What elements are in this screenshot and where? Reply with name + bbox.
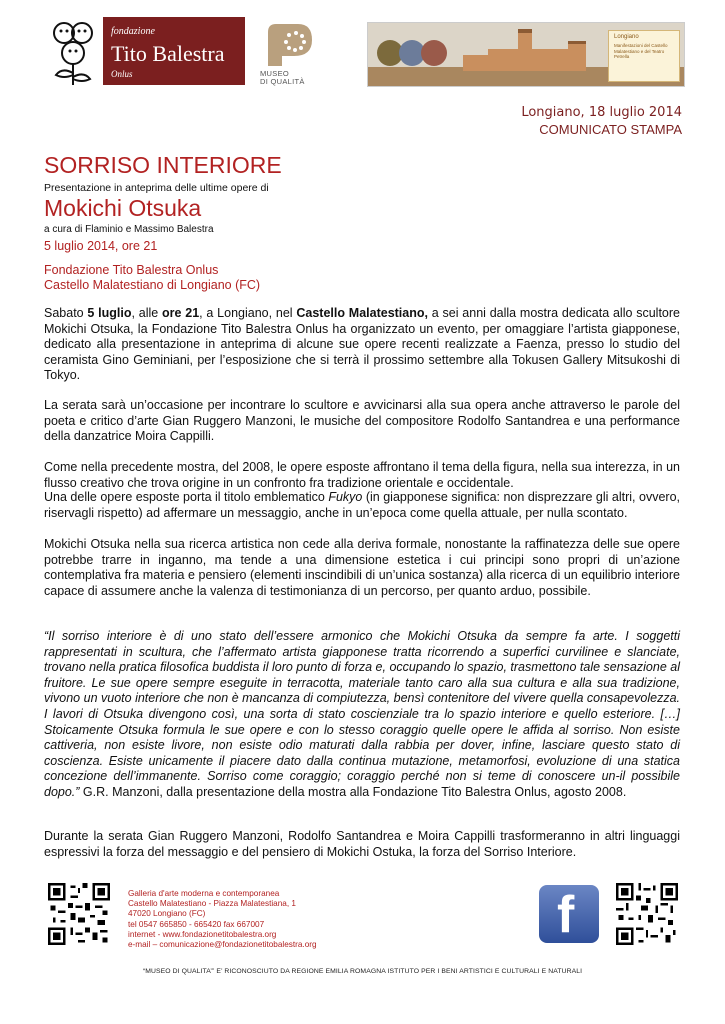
p1-bold-date: 5 luglio	[87, 306, 132, 320]
footer-line: Galleria d'arte moderna e contemporanea	[128, 889, 280, 898]
logo-line-1: fondazione	[111, 26, 155, 37]
logo-line-2: Tito Balestra	[111, 41, 225, 66]
press-release-label: COMUNICATO STAMPA	[539, 122, 682, 137]
event-date: 5 luglio 2014, ore 21	[44, 239, 158, 253]
venue-line-2: Castello Malatestiano di Longiano (FC)	[44, 278, 261, 292]
quote-source: G.R. Manzoni, dalla presentazione della mostra alla Fondazione Tito Balestra Onlus, agosto 2008.	[79, 784, 627, 799]
p1-bold-venue: Castello Malatestiano,	[296, 306, 428, 320]
subtitle: Presentazione in anteprima delle ultime opere di	[44, 182, 269, 194]
bottom-note: “MUSEO DI QUALITA’” E’ RICONOSCIUTO DA REGIONE EMILIA ROMAGNA ISTITUTO PER I BENI ARTISTICI E CULTURALI E NATURALI	[142, 968, 583, 975]
footer-email-link[interactable]: e-mail – comunicazione@fondazionetitobalestra.org	[128, 940, 317, 950]
paragraph-1	[44, 306, 680, 384]
p1-text: , a Longiano, nel	[199, 306, 297, 320]
footer-line: 47020 Longiano (FC)	[128, 909, 206, 919]
qr-code-right	[616, 883, 678, 945]
artist-name: Mokichi Otsuka	[44, 195, 202, 221]
banner-box-text: Manifestazioni del Castello Malatestiano e del Teatro Petrella	[614, 43, 668, 59]
footer-line: tel 0547 665850 - 665420 fax 667007	[128, 919, 265, 929]
banner-box-title: Longiano	[614, 34, 639, 40]
p1-bold-time: ore 21	[162, 306, 200, 320]
facebook-icon[interactable]: f	[539, 885, 599, 943]
footer-website-link[interactable]: internet - www.fondazionetitobalestra.org	[128, 929, 277, 939]
paragraph-7: Durante la serata Gian Ruggero Manzoni, Rodolfo Santandrea e Moira Cappilli trasformeranno in altri linguaggi espressivi la forza del messaggio e del pensiero di Mokichi Ostuka, la forza del Sorriso Interiore.	[44, 829, 680, 859]
paragraph-2: La serata sarà un’occasione per incontrare lo scultore e avvicinarsi alla sua opera anche attraverso le parole del poeta e critico d’arte Gian Ruggero Manzoni, le musiche del compositore Rodolfo Santandrea e una performance della danzatrice Moira Cappilli.	[44, 398, 680, 444]
quote-text: “Il sorriso interiore è di uno stato dell’essere armonico che Mokichi Otsuka da sempre fa arte. I soggetti rappresentati in scultura, che l’affermato artista giapponese tratta ricorrendo a superfici curvilinee e slanciate, trovano nella pratica filosofica buddista il loro punto di forza e, occupando lo spazio, trasmettono tale sensazione al fruitore. Le sue opere sempre eseguite in terracotta, materiale tanto caro alla sua cultura e alla sua tradizione, vivono un vuoto interiore che non è mancanza di compiutezza, bensì contenitore del vivere quella consapevolezza. I lavori di Otsuka divengono così, una sorta di stato coscienziale tra lo spazio interiore e quello esteriore. […] Stoicamente Otsuka formula le sue opere e con lo stesso coraggio quelle opere le affida al sorriso. Non esiste cattiveria, non esiste livore, non esiste odio maturati dalla rabbia per dover, infine, lasciare questo stato di coscienza. Esiste unicamente il piacere dato dalla continua mutazione, metamorfosi, evoluzione di una statica concezione dell’immanente. Sorriso come coraggio; coraggio perché non si teme di conoscere un-il possibile dopo.”	[44, 629, 680, 799]
museo-di-qualita-logo	[258, 22, 328, 84]
date-line: Longiano, 18 luglio 2014	[521, 105, 682, 120]
qr-code-left	[48, 883, 110, 945]
p1-text: , alle	[131, 306, 163, 320]
p4-text: (in giapponese significa: non disprezzare gli altri, ovvero, riservagli rispetto) ad affermare un messaggio, anche in un’epoca come quella attuale, per nulla scontato.	[44, 490, 681, 520]
paragraph-5: Mokichi Otsuka nella sua ricerca artistica non cede alla deriva formale, nonostante la raffinatezza delle sue opere potrebbe trarre in inganno, ma tende a una dimensione estetica i cui principi sono propri di un’azione contemplativa fra materia e pensiero (elementi inscindibili di un’unica sostanza) alla ricerca di un equilibrio interiore capace di assumere anche la valenza di testimonianza di un percorso, per quanto arduo, possibile.	[44, 537, 680, 598]
longiano-events-box	[608, 30, 680, 82]
quote-paragraph	[44, 629, 680, 801]
footer-line: Castello Malatestiano - Piazza Malatestiana, 1	[128, 899, 296, 909]
paragraph-3: Come nella precedente mostra, del 2008, le opere esposte affrontano il tema della figura, nella sua interezza, in un flusso creativo che trova origine in un confronto fra tradizione orientale e occidentale.	[44, 460, 680, 490]
p4-italic-title: Fukyo	[328, 490, 363, 504]
venue-line-1: Fondazione Tito Balestra Onlus	[44, 263, 219, 277]
fondazione-drawing-logo	[44, 17, 102, 87]
p1-text: a sei anni dalla mostra dedicata allo scultore Mokichi Otsuka, la Fondazione Tito Balestra Onlus ha organizzato un evento, per omaggiare l’artista giapponese, dedicato alla presentazione in anteprima di alcune sue opere recenti realizzate a Faenza, presso lo studio del ceramista Gino Geminiani, per l’esposizione che si terrà il prossimo settembre alla Tokusen Gallery Mitsukoshi di Tokyo.	[44, 306, 680, 383]
p1-text: Sabato	[44, 306, 88, 320]
curated-by: a cura di Flaminio e Massimo Balestra	[44, 224, 214, 235]
museo-line-2: DI QUALITÀ	[260, 77, 305, 86]
p4-text: Una delle opere esposte porta il titolo emblematico	[44, 490, 329, 504]
paragraph-4	[44, 490, 680, 521]
page-title: SORRISO INTERIORE	[44, 152, 282, 178]
museo-line-1: MUSEO	[260, 69, 290, 78]
logo-line-3: Onlus	[111, 69, 133, 79]
fondazione-logo	[103, 17, 245, 85]
footer-contact-info	[128, 889, 317, 950]
museo-emblem-icon	[258, 22, 328, 68]
